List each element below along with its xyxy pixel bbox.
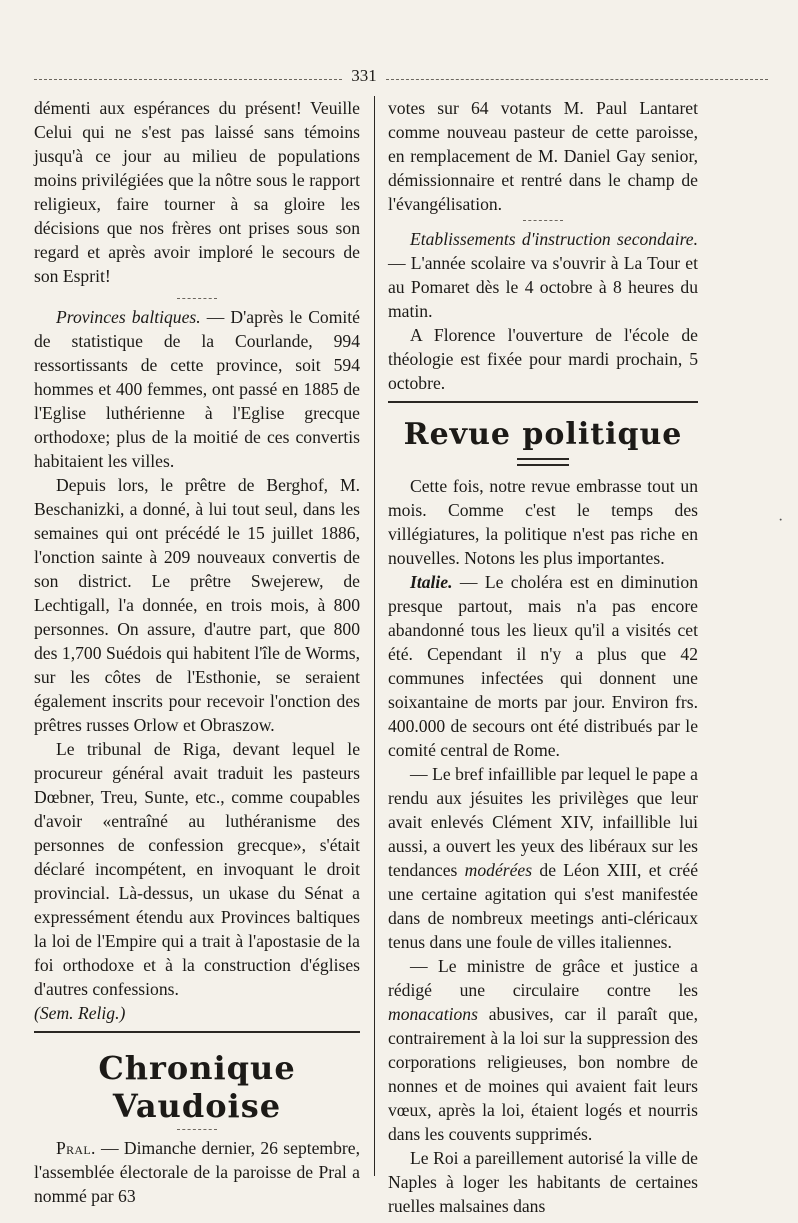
- right-paragraph-6-a: — Le bref infaillible par lequel le pape a rendu aux jésuites les privilèges que leur avait enlevés Clément XIV, infaillible lui aussi, a ouvert les yeux des libéraux sur les tendances: [388, 764, 698, 880]
- section-separator: [523, 220, 563, 221]
- place-label-pral: Pral.: [56, 1138, 96, 1158]
- right-paragraph-5-text: — Le choléra est en diminution presque partout, mais n'a pas encore abandonné tous les lieux qu'il a visités cet été. Cependant il n'y a plus que 42 communes infectées qui donnent une soixantaine de morts par jour. Environ frs. 400.000 de secours ont été distribués par le comité central de Rome.: [388, 572, 698, 760]
- header-rule-right: [386, 79, 768, 80]
- column-divider: [374, 96, 375, 1176]
- right-paragraph-6: [388, 762, 698, 954]
- right-paragraph-7-a: — Le ministre de grâce et justice a rédigé une circulaire contre les: [388, 956, 698, 1000]
- title-double-rule: [517, 458, 569, 466]
- section-title-chronique-vaudoise: Chronique Vaudoise: [98, 1049, 296, 1125]
- left-paragraph-3: Depuis lors, le prêtre de Berghof, M. Beschanizki, a donné, à lui tout seul, dans les semaines qui ont précédé le 15 juillet 1886, l'onction sainte à 209 nouveaux convertis de son district. Le prêtre Swejerew, de Lechtigall, l'a donnée, en trois mois, à 800 personnes. On assure, d'autre part, que 800 des 1,700 Suédois qui habitent l'île de Worms, sur les côtes de l'Esthonie, se seraient également inscrits pour recevoir l'onction des prêtres russes Orlow et Obraszow.: [34, 475, 360, 735]
- right-paragraph-3: A Florence l'ouverture de l'école de théologie est fixée pour mardi prochain, 5 octobre.: [388, 325, 698, 393]
- right-paragraph-6-em: modérées: [464, 860, 533, 880]
- section-rule: [388, 401, 698, 403]
- left-paragraph-1: démenti aux espérances du présent! Veuille Celui qui ne s'est pas laissé sans témoins jusqu'à ce jour au milieu de populations moins privilégiées que la nôtre sous le rapport religieux, faire tourner à sa gloire les décisions que nos frères ont prises sous son regard et après avoir imploré le secours de son Esprit!: [34, 98, 360, 286]
- right-paragraph-8: Le Roi a pareillement autorisé la ville de Naples à loger les habitants de certaines ruelles malsaines dans: [388, 1148, 698, 1216]
- heading-provinces-baltiques: Provinces baltiques.: [56, 307, 201, 327]
- header-rule-left: [34, 79, 342, 80]
- right-paragraph-1: votes sur 64 votants M. Paul Lantaret comme nouveau pasteur de cette paroisse, en remplacement de M. Daniel Gay senior, démissionnaire et rentré dans le champ de l'évangélisation.: [388, 98, 698, 214]
- right-paragraph-4: Cette fois, notre revue embrasse tout un mois. Comme c'est le temps des villégiatures, la politique n'est pas riche en nouvelles. Notons les plus importantes.: [388, 476, 698, 568]
- left-paragraph-2: [34, 305, 360, 473]
- left-column: [34, 96, 360, 1208]
- right-paragraph-2: [388, 227, 698, 323]
- title-underline: [177, 1129, 217, 1130]
- source-attribution: (Sem. Relig.): [34, 1003, 126, 1023]
- section-rule: [34, 1031, 360, 1033]
- left-paragraph-2-text: — D'après le Comité de statistique de la Courlande, 994 ressortissants de cette province, soit 594 hommes et 400 femmes, ont passé en 1885 de l'Eglise luthérienne à l'Eglise grecque orthodoxe; plus de la moitié de ces convertis habitaient les villes.: [34, 307, 360, 471]
- section-separator: [177, 298, 217, 299]
- right-paragraph-7-em: monacations: [388, 1004, 478, 1024]
- heading-etablissements: Etablissements d'instruction secondaire.: [410, 229, 698, 249]
- right-paragraph-7-b: abusives, car il paraît que, contrairement à la loi sur la suppression des corporations religieuses, bon nombre de nonnes et de moines qui avaient fait leurs vœux, après la loi, étaient logés et nourris dans les couvents supprimés.: [388, 1004, 698, 1144]
- section-title-revue-politique: Revue politique: [403, 417, 683, 452]
- right-paragraph-5: [388, 570, 698, 762]
- left-paragraph-4: Le tribunal de Riga, devant lequel le procureur général avait traduit les pasteurs Dœbner, Treu, Sunte, etc., comme coupables d'avoir «entraîné au luthéranisme des personnes de confession grecque», s'était déclaré incompétent, en invoquant le droit provincial. Là-dessus, un ukase du Sénat a expressément étendu aux Provinces baltiques la loi de l'Empire qui a trait à l'apostasie de la foi orthodoxe et à la construction d'églises d'autres confessions.: [34, 739, 360, 999]
- right-paragraph-6-b: de Léon XIII, et créé une certaine agitation qui s'est manifestée dans de nombreux meetings anti-cléricaux tenus dans une foule de villes italiennes.: [388, 860, 698, 952]
- margin-mark-icon: ·: [778, 512, 784, 529]
- page-number: 331: [351, 66, 377, 85]
- left-paragraph-5-text: — Dimanche dernier, 26 septembre, l'assemblée électorale de la paroisse de Pral a nommé par 63: [34, 1138, 360, 1206]
- heading-italie: Italie.: [410, 572, 453, 592]
- right-paragraph-7: [388, 954, 698, 1146]
- left-paragraph-5: [34, 1136, 360, 1208]
- right-paragraph-2-text: — L'année scolaire va s'ouvrir à La Tour et au Pomaret dès le 4 octobre à 8 heures du matin.: [388, 253, 698, 321]
- right-column: [388, 96, 698, 1218]
